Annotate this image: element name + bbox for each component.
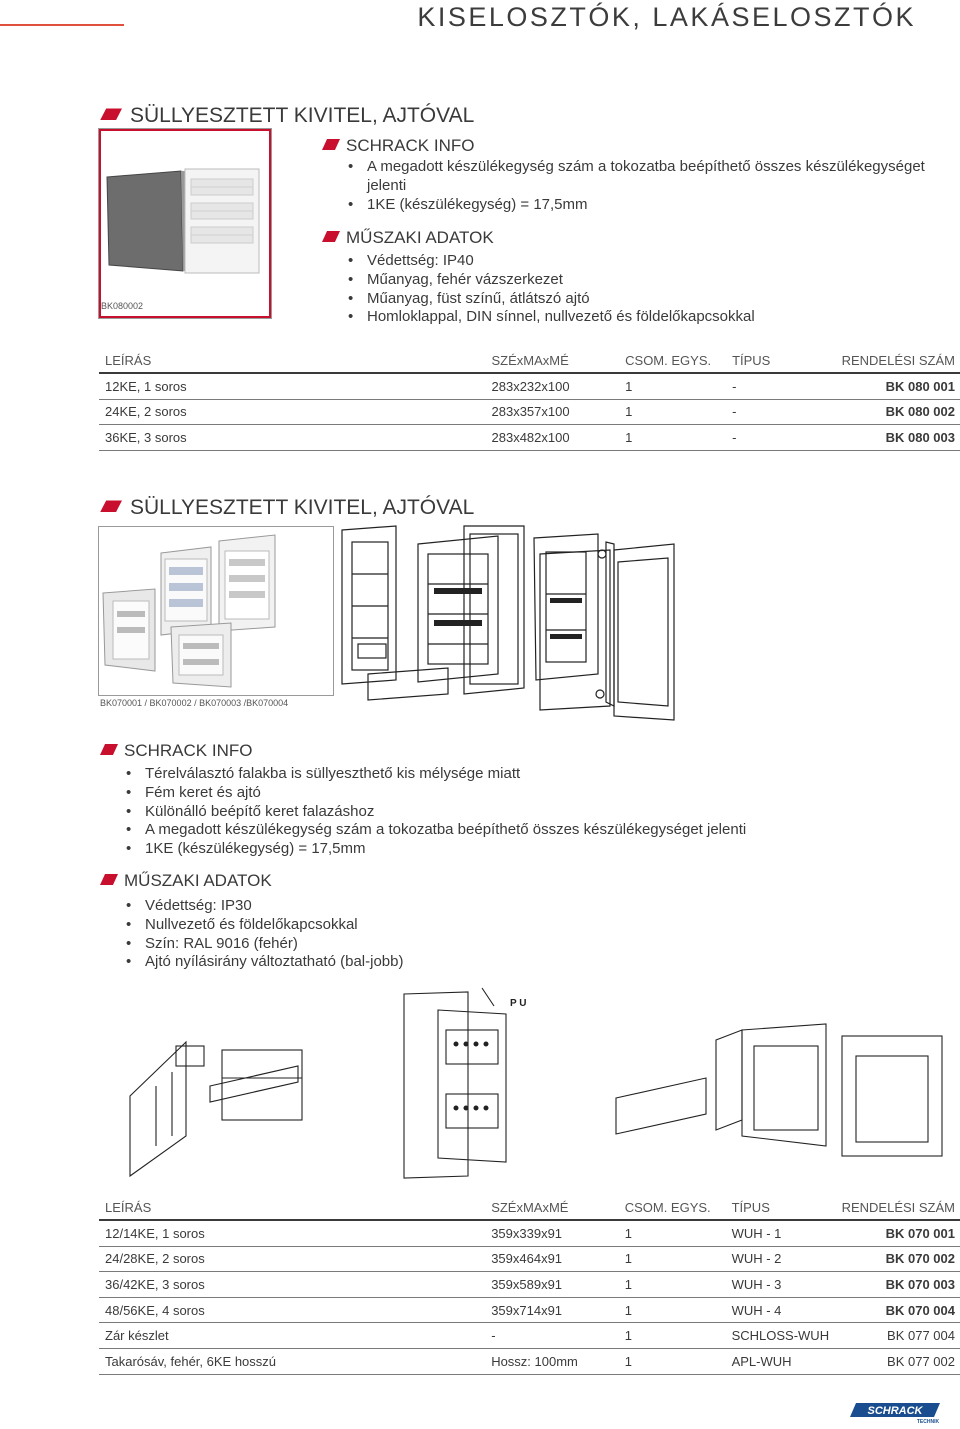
cell-package: 1 xyxy=(619,1348,726,1374)
product-photo-bk080002 xyxy=(98,128,272,319)
cell-package: 1 xyxy=(619,399,726,425)
table-row xyxy=(99,1323,960,1349)
schrack-logo-icon xyxy=(850,1402,940,1424)
section2-info-list xyxy=(123,765,953,859)
cell-order-number: BK 070 003 xyxy=(836,1272,960,1298)
cell-dimensions: 359x714x91 xyxy=(485,1297,619,1323)
cell-description: 36/42KE, 3 soros xyxy=(99,1272,485,1298)
cell-package: 1 xyxy=(619,373,726,399)
section1-tech-heading: MŰSZAKI ADATOK xyxy=(322,228,494,248)
top-accent-line xyxy=(0,24,124,26)
col-header-dimensions: SZÉxMAxMÉ xyxy=(485,1195,619,1220)
cell-description: 12KE, 1 soros xyxy=(99,373,486,399)
photo-caption-2: BK070001 / BK070002 / BK070003 /BK070004 xyxy=(100,698,289,708)
section1-info-heading: SCHRACK INFO xyxy=(322,136,474,156)
section1-heading: SÜLLYESZTETT KIVITEL, AJTÓVAL xyxy=(100,104,474,128)
cell-description: 48/56KE, 4 soros xyxy=(99,1297,485,1323)
table-row xyxy=(99,1246,960,1272)
list-item: • Nullvezető és földelőkapcsokkal xyxy=(123,916,953,935)
table-row xyxy=(99,1272,960,1298)
cell-dimensions: 283x482x100 xyxy=(486,425,620,451)
wall-mounting-line-drawing xyxy=(126,986,956,1186)
cell-description: Takarósáv, fehér, 6KE hosszú xyxy=(99,1348,485,1374)
cell-type: - xyxy=(726,425,835,451)
list-item: • 1KE (készülékegység) = 17,5mm xyxy=(345,196,957,215)
table-header-row xyxy=(99,348,960,373)
section-marker-icon xyxy=(100,108,122,120)
tech-marker-icon xyxy=(322,231,340,242)
section1-info-list xyxy=(345,158,957,214)
list-item: • Műanyag, fehér vázszerkezet xyxy=(345,271,957,290)
cell-package: 1 xyxy=(619,1220,726,1246)
list-item: • A megadott készülékegység szám a tokozatba beépíthető összes készülékegységet jelenti xyxy=(345,158,957,196)
mounting-drawings xyxy=(126,986,956,1186)
tech-marker-icon xyxy=(100,874,118,885)
schrack-logo xyxy=(850,1402,940,1424)
col-header-type: TÍPUS xyxy=(726,1195,836,1220)
cell-order-number: BK 080 003 xyxy=(836,425,960,451)
table-row xyxy=(99,1348,960,1374)
cell-order-number: BK 077 004 xyxy=(836,1323,960,1349)
col-header-type: TÍPUS xyxy=(726,348,835,373)
drawing-label: P U xyxy=(510,998,527,1009)
section2-heading: SÜLLYESZTETT KIVITEL, AJTÓVAL xyxy=(100,496,474,520)
cell-type: APL-WUH xyxy=(726,1348,836,1374)
distribution-box-photo xyxy=(99,129,271,318)
cell-type: WUH - 4 xyxy=(726,1297,836,1323)
cell-description: Zár készlet xyxy=(99,1323,485,1349)
cell-package: 1 xyxy=(619,1297,726,1323)
cell-package: 1 xyxy=(619,1323,726,1349)
section1-tech-list xyxy=(345,252,957,327)
section2-info-heading: SCHRACK INFO xyxy=(100,741,252,761)
cell-package: 1 xyxy=(619,1246,726,1272)
list-item: • 1KE (készülékegység) = 17,5mm xyxy=(123,840,953,859)
list-item: • Fém keret és ajtó xyxy=(123,784,953,803)
list-item: • Védettség: IP40 xyxy=(345,252,957,271)
page-title: KISELOSZTÓK, LAKÁSELOSZTÓK xyxy=(417,2,916,32)
cell-dimensions: 283x232x100 xyxy=(486,373,620,399)
cell-description: 24/28KE, 2 soros xyxy=(99,1246,485,1272)
cell-dimensions: 359x589x91 xyxy=(485,1272,619,1298)
cell-package: 1 xyxy=(619,1272,726,1298)
section2-tech-list xyxy=(123,897,953,972)
list-item: • Térelválasztó falakba is süllyeszthető kis mélysége miatt xyxy=(123,765,953,784)
cell-dimensions: 283x357x100 xyxy=(486,399,620,425)
section-marker-icon xyxy=(100,500,122,512)
cell-package: 1 xyxy=(619,425,726,451)
cell-dimensions: 359x339x91 xyxy=(485,1220,619,1246)
col-header-description: LEÍRÁS xyxy=(99,1195,485,1220)
enclosure-line-drawing xyxy=(338,524,956,724)
section2-tech-heading: MŰSZAKI ADATOK xyxy=(100,871,272,891)
col-header-dimensions: SZÉxMAxMÉ xyxy=(486,348,620,373)
list-item: • Műanyag, füst színű, átlátszó ajtó xyxy=(345,290,957,309)
col-header-description: LEÍRÁS xyxy=(99,348,486,373)
table-row xyxy=(99,1297,960,1323)
cell-dimensions: - xyxy=(485,1323,619,1349)
cell-description: 24KE, 2 soros xyxy=(99,399,486,425)
info-marker-icon xyxy=(100,744,118,755)
svg-text:TECHNIK: TECHNIK xyxy=(916,1419,940,1424)
info-marker-icon xyxy=(322,139,340,150)
photo-caption: BK080002 xyxy=(101,301,144,311)
installation-drawings xyxy=(338,524,956,724)
col-header-order-number: RENDELÉSI SZÁM xyxy=(836,348,960,373)
cell-order-number: BK 080 002 xyxy=(836,399,960,425)
cell-order-number: BK 070 001 xyxy=(836,1220,960,1246)
list-item: • A megadott készülékegység szám a tokozatba beépíthető összes készülékegységet jelenti xyxy=(123,821,953,840)
list-item: • Védettség: IP30 xyxy=(123,897,953,916)
section1-product-table xyxy=(99,348,960,451)
table-row xyxy=(99,399,960,425)
cell-type: WUH - 3 xyxy=(726,1272,836,1298)
list-item: • Ajtó nyílásirány változtatható (bal-jobb) xyxy=(123,953,953,972)
table-row xyxy=(99,1220,960,1246)
col-header-package: CSOM. EGYS. xyxy=(619,348,726,373)
cell-order-number: BK 077 002 xyxy=(836,1348,960,1374)
svg-text:SCHRACK: SCHRACK xyxy=(867,1405,923,1417)
col-header-package: CSOM. EGYS. xyxy=(619,1195,726,1220)
cell-type: - xyxy=(726,399,835,425)
table-header-row xyxy=(99,1195,960,1220)
cell-type: WUH - 2 xyxy=(726,1246,836,1272)
col-header-order-number: RENDELÉSI SZÁM xyxy=(836,1195,960,1220)
product-photo-bk0700xx xyxy=(98,526,334,696)
cell-order-number: BK 080 001 xyxy=(836,373,960,399)
section2-product-table xyxy=(99,1195,960,1375)
cell-type: - xyxy=(726,373,835,399)
cell-order-number: BK 070 004 xyxy=(836,1297,960,1323)
cell-dimensions: 359x464x91 xyxy=(485,1246,619,1272)
cell-description: 12/14KE, 1 soros xyxy=(99,1220,485,1246)
cell-description: 36KE, 3 soros xyxy=(99,425,486,451)
list-item: • Homloklappal, DIN sínnel, nullvezető és földelőkapcsokkal xyxy=(345,308,957,327)
cell-order-number: BK 070 002 xyxy=(836,1246,960,1272)
cell-dimensions: Hossz: 100mm xyxy=(485,1348,619,1374)
table-row xyxy=(99,425,960,451)
list-item: • Szín: RAL 9016 (fehér) xyxy=(123,935,953,954)
list-item: • Különálló beépítő keret falazáshoz xyxy=(123,803,953,822)
cell-type: SCHLOSS-WUH xyxy=(726,1323,836,1349)
enclosure-family-photo xyxy=(99,527,333,695)
cell-type: WUH - 1 xyxy=(726,1220,836,1246)
table-row xyxy=(99,373,960,399)
